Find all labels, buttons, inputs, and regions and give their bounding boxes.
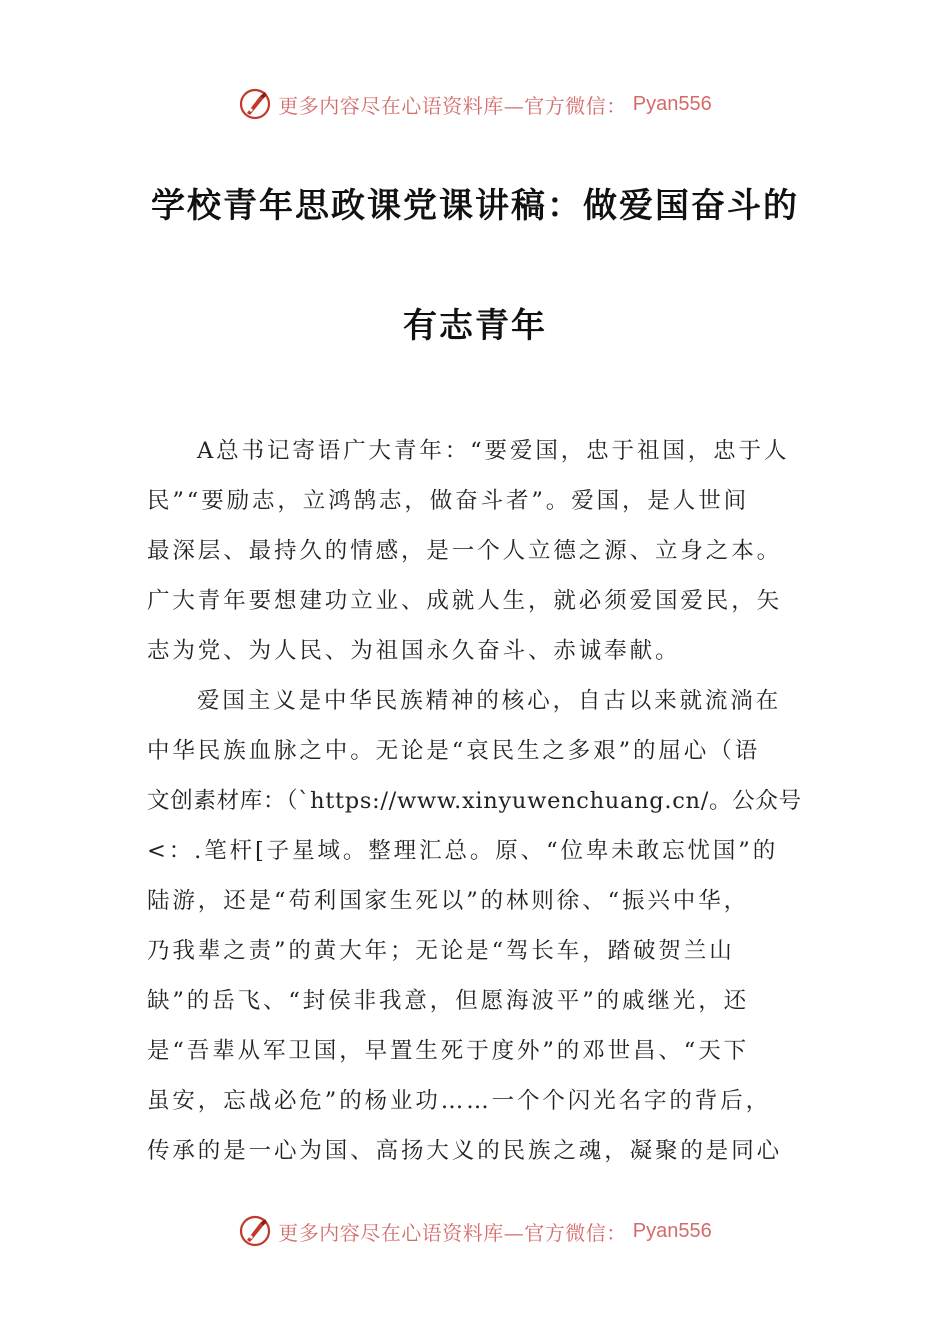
paragraph-2-line: 虽安，忘战必危”的杨业功……一个个闪光名字的背后，: [147, 1088, 772, 1114]
page-title-line-2: 有志青年: [403, 306, 547, 346]
banner-wechat-id: Pyan556: [632, 92, 712, 115]
paragraph-2-line: 缺”的岳飞、“封侯非我意，但愿海波平”的戚继光，还: [147, 988, 750, 1014]
paragraph-1-line: 志为党、为人民、为祖国永久奋斗、赤诚奉献。: [147, 638, 681, 664]
paragraph-1-line: A总书记寄语广大青年：“要爱国，忠于祖国，忠于人: [197, 438, 790, 464]
paragraph-1-line: 民”“要励志，立鸿鹄志，做奋斗者”。爱国，是人世间: [147, 488, 750, 514]
footer-banner-text: 更多内容尽在心语资料库—官方微信：: [278, 1220, 627, 1245]
paragraph-2-line: 陆游，还是“苟利国家生死以”的林则徐、“振兴中华，: [147, 888, 750, 914]
paragraph-2-line: 乃我辈之责”的黄大年；无论是“驾长车，踏破贺兰山: [147, 938, 735, 964]
pen-nib-logo-icon: [238, 1214, 272, 1248]
header-banner: [0, 84, 950, 124]
paragraph-2-line: 中华民族血脉之中。无论是“哀民生之多艰”的屈心（语: [147, 738, 761, 764]
footer-banner-wechat-id: Pyan556: [632, 1219, 712, 1242]
paragraph-2-line: 传承的是一心为国、高扬大义的民族之魂，凝聚的是同心: [147, 1138, 783, 1164]
page-title-line-1: 学校青年思政课党课讲稿：做爱国奋斗的: [151, 186, 799, 226]
article-body: [147, 426, 807, 1176]
paragraph-2-line: 是“吾辈从军卫国，早置生死于度外”的邓世昌、“天下: [147, 1038, 750, 1064]
paragraph-2-line: <：.笔杆[子星域。整理汇总。原、“位卑未敢忘忧国”的: [147, 838, 779, 864]
paragraph-1-line: 广大青年要想建功立业、成就人生，就必须爱国爱民，矢: [147, 588, 783, 614]
paragraph-2-line: 文创素材库：（`https://www.xinyuwenchuang.cn/。公众号: [147, 788, 802, 814]
banner-text: 更多内容尽在心语资料库—官方微信：: [278, 93, 627, 118]
footer-banner: [0, 1211, 950, 1251]
pen-nib-logo-icon: [238, 87, 272, 121]
paragraph-2-line: 爱国主义是中华民族精神的核心，自古以来就流淌在: [197, 688, 782, 714]
paragraph-1-line: 最深层、最持久的情感，是一个人立德之源、立身之本。: [147, 538, 783, 564]
